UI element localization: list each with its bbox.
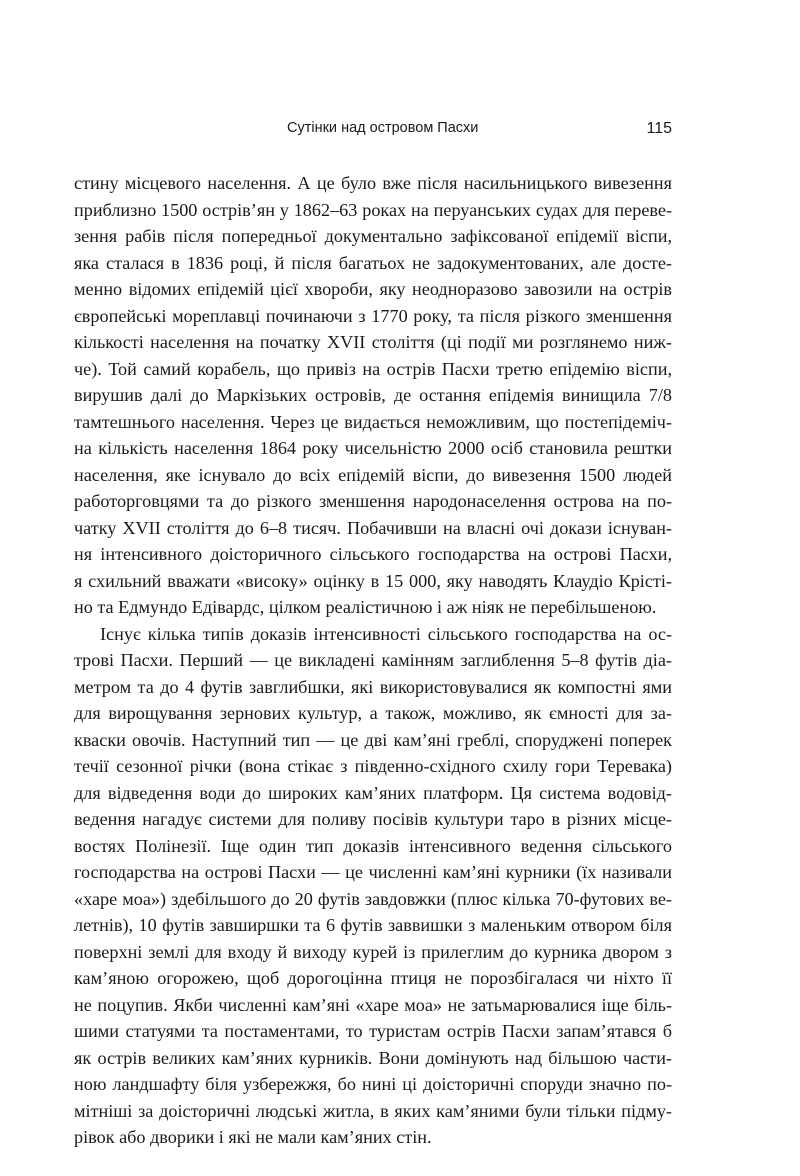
text-line: менно відомих епідемій цієї хвороби, яку неодноразово завозили на острів — [74, 279, 672, 299]
text-line: мітніші за доісторичні людські житла, в яких кам’яними були тільки підму- — [74, 1100, 672, 1121]
running-title: Сутінки над островом Пасхи — [287, 120, 479, 136]
running-header — [287, 120, 672, 142]
paragraph — [74, 170, 672, 621]
text-line: шими статуями та постаментами, то туристам острів Пасхи запам’ятався б — [74, 1021, 672, 1041]
text-line: не поцупив. Якби численні кам’яні «харе моа» не затьмарювалися іще біль- — [74, 994, 672, 1015]
text-line: для вирощування зернових культур, а також, можливо, як ємності для за- — [74, 703, 672, 723]
text-line: кам’яною огорожею, щоб дорогоцінна птиця не порозбігалася чи ніхто її — [74, 968, 672, 988]
text-line: чатку XVII століття до 6–8 тисяч. Побачивши на власні очі докази існуван- — [74, 517, 672, 538]
text-line: населення, яке існувало до всіх епідемій віспи, до вивезення 1500 людей — [74, 464, 672, 485]
text-line: Існує кілька типів доказів інтенсивності сільського господарства на ос- — [100, 623, 672, 644]
text-line: ня інтенсивного доісторичного сільського господарства на острові Пасхи, — [74, 544, 672, 564]
body-text — [74, 170, 672, 1151]
text-line: метром та до 4 футів завглибшки, які використовувалися як компостні ями — [74, 676, 672, 697]
text-line: «харе моа») здебільшого до 20 футів завдовжки (плюс кілька 70-футових ве- — [74, 888, 672, 909]
text-line: як острів великих кам’яних курників. Вони домінують над більшою части- — [74, 1047, 672, 1068]
text-line: європейські мореплавці починаючи з 1770 року, та після різкого зменшення — [74, 305, 672, 326]
text-line: яка сталася в 1836 році, й після багатьох не задокументованих, але достe- — [74, 252, 672, 273]
text-line: летнів), 10 футів завширшки та 6 футів заввишки з маленьким отвором біля — [74, 915, 672, 935]
text-line: кваски овочів. Наступний тип — це дві кам’яні греблі, споруджені поперек — [74, 729, 672, 750]
text-line: поверхні землі для входу й виходу курей із прилеглим до курника двором з — [74, 941, 672, 962]
text-line: стину місцевого населення. А це було вже після насильницького вивезення — [74, 173, 672, 193]
text-line: ведення нагадує системи для поливу посівів культури таро в різних місце- — [74, 809, 672, 829]
text-line: вирушив далі до Маркізьких островів, де остання епідемія винищила 7/8 — [74, 385, 672, 405]
page-number: 115 — [646, 120, 672, 137]
text-line: трові Пасхи. Перший — це викладені камінням заглиблення 5–8 футів діа- — [74, 650, 672, 670]
text-line: для відведення води до широких кам’яних платформ. Ця система водовід- — [74, 782, 672, 803]
text-line: рівок або дворики і які не мали кам’яних стін. — [74, 1127, 432, 1147]
text-line: тамтешнього населення. Через це видається неможливим, що постепідеміч- — [74, 411, 672, 432]
text-line: кількості населення на початку XVII століття (ці події ми розглянемо ниж- — [74, 332, 672, 352]
text-line: приблизно 1500 острів’ян у 1862–63 роках на перуанських судах для переве- — [74, 199, 672, 220]
text-line: течії сезонної річки (вона стікає з південно-східного схилу гори Теревака) — [74, 756, 672, 776]
text-line: зення рабів після попередньої документально зафіксованої епідемії віспи, — [74, 226, 672, 246]
text-line: на кількість населення 1864 року чисельністю 2000 осіб становила рештки — [74, 438, 672, 458]
text-line: ною ландшафту біля узбережжя, бо нині ці доісторичні споруди значно по- — [74, 1074, 672, 1094]
text-line: че). Той самий корабель, що привіз на острів Пасхи третю епідемію віспи, — [74, 358, 672, 379]
text-line: но та Едмундо Едівардс, цілком реалістичною і аж ніяк не перебільшеною. — [74, 597, 657, 617]
text-line: господарства на острові Пасхи — це численні кам’яні курники (їх називали — [74, 862, 672, 882]
text-line: я схильний вважати «високу» оцінку в 15 000, яку наводять Клаудіо Крісті- — [74, 570, 672, 591]
paragraph — [74, 621, 672, 1151]
text-line: работорговцями та до різкого зменшення народонаселення острова на по- — [74, 491, 672, 511]
text-line: востях Полінезії. Іще один тип доказів інтенсивного ведення сільського — [74, 835, 672, 856]
